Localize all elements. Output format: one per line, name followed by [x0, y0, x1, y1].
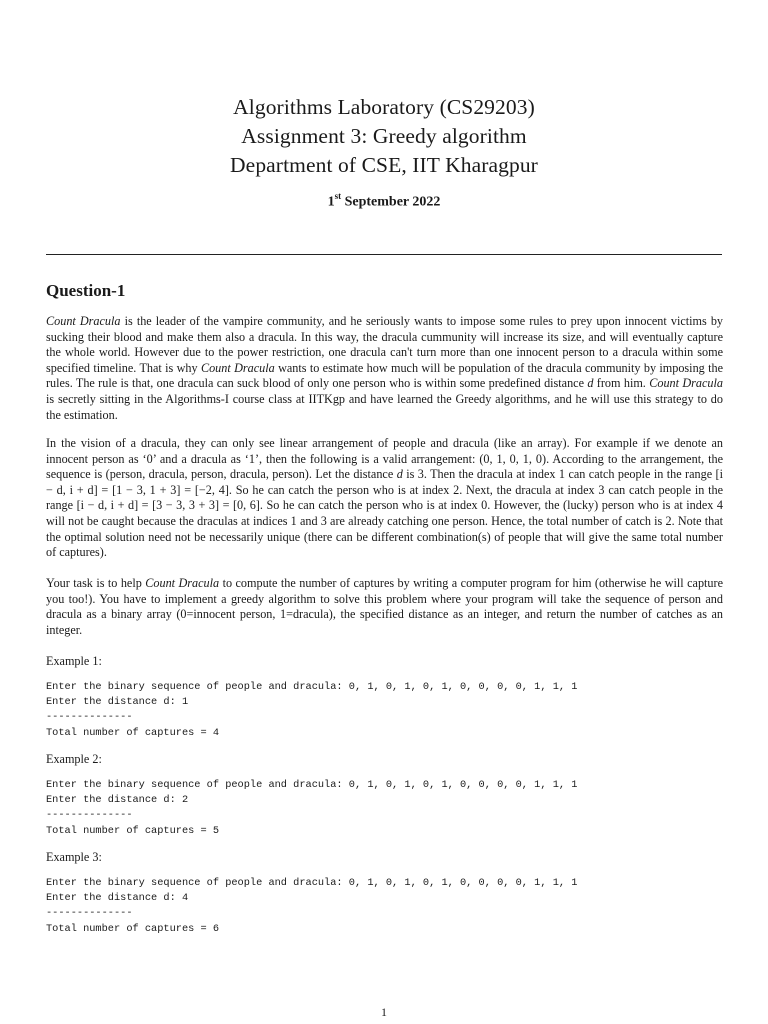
page-number: 1 — [381, 1005, 387, 1019]
assignment-title: Assignment 3: Greedy algorithm — [241, 124, 527, 148]
code-line: Enter the binary sequence of people and dracula: 0, 1, 0, 1, 0, 1, 0, 0, 0, 0, 1, 1, 1 — [46, 877, 578, 889]
code-line: Enter the distance d: 2 — [46, 794, 189, 807]
horizontal-divider — [46, 254, 722, 255]
code-line: Total number of captures = 4 — [46, 726, 220, 739]
department-title: Department of CSE, IIT Kharagpur — [230, 153, 538, 177]
example-3-label: Example 3: — [46, 850, 102, 864]
code-line: Total number of captures = 5 — [46, 824, 220, 837]
course-title: Algorithms Laboratory (CS29203) — [233, 95, 535, 119]
question-paragraph-2: In the vision of a dracula, they can only see linear arrangement of people and dracula (like an array). For example if we denote an innocent person as ‘0’ and a dracula as ‘1’, then the following is a valid arrangement: (0, 1, 0, 1, 0). According to the arrangement, the sequence is (person, dracula, person, dracula, person). Let the distance d is 3. Then the dracula at index 1 can catch people in the range [i − d, i + d] = [1 − 3, 1 + 3] = [−2, 4]. So he can catch the person who is at index 2. Next, the dracula at index 3 can catch people in the range [i − d, i + d] = [3 − 3, 3 + 3] = [0, 6]. So he can catch the person who is at index 0. However, the (lucky) person who is at index 4 will not be caught because the draculas at indices 1 and 3 are already catching one person. Hence, the total number of catch is 2. Note that the optimal solution need not be necessarily unique (there can be different combination(s) of people that will give the same total number of captures). — [46, 436, 723, 560]
code-line: Enter the distance d: 4 — [46, 892, 189, 905]
assignment-date: 1st September 2022 — [327, 191, 441, 210]
question-paragraph-1: Count Dracula is the leader of the vampire community, and he seriously wants to impose some rules to prey upon innocent victims by sucking their blood and make them also a dracula. In this way, the dracula cummunity will increase its size, and will eventually capture the whole world. However due to the power restriction, one dracula can't turn more than one innocent person to a dracula within some specified timeline. That is why Count Dracula wants to estimate how much will be population of the dracula community by imposing the rules. The rule is that, one dracula can suck blood of only one person who is within some predefined distance d from him. Count Dracula is secretly sitting in the Algorithms-I course class at IITKgp and have learned the Greedy algorithms, and he will use this strategy to do the estimation. — [46, 314, 724, 422]
example-1-label: Example 1: — [46, 654, 102, 668]
example-2-code — [46, 778, 577, 839]
example-2-label: Example 2: — [46, 752, 102, 766]
code-line: Total number of captures = 6 — [46, 922, 220, 935]
title-block — [0, 93, 768, 180]
example-1-code — [46, 680, 577, 741]
code-line: Enter the distance d: 1 — [46, 696, 189, 709]
code-line: Enter the binary sequence of people and dracula: 0, 1, 0, 1, 0, 1, 0, 0, 0, 0, 1, 1, 1 — [46, 681, 578, 693]
code-line: Enter the binary sequence of people and dracula: 0, 1, 0, 1, 0, 1, 0, 0, 0, 0, 1, 1, 1 — [46, 779, 578, 791]
question-paragraph-3: Your task is to help Count Dracula to compute the number of captures by writing a computer program for him (otherwise he will capture you too!). You have to implement a greedy algorithm to solve this problem where your program will take the sequence of person and dracula as a binary array (0=innocent person, 1=dracula), the specified distance as an integer, and return the number of catches as an integer. — [46, 576, 723, 637]
example-3-code — [46, 876, 577, 937]
code-line: -------------- — [46, 711, 133, 724]
code-line: -------------- — [46, 809, 133, 822]
code-line: -------------- — [46, 907, 133, 920]
question-heading: Question-1 — [46, 281, 126, 300]
